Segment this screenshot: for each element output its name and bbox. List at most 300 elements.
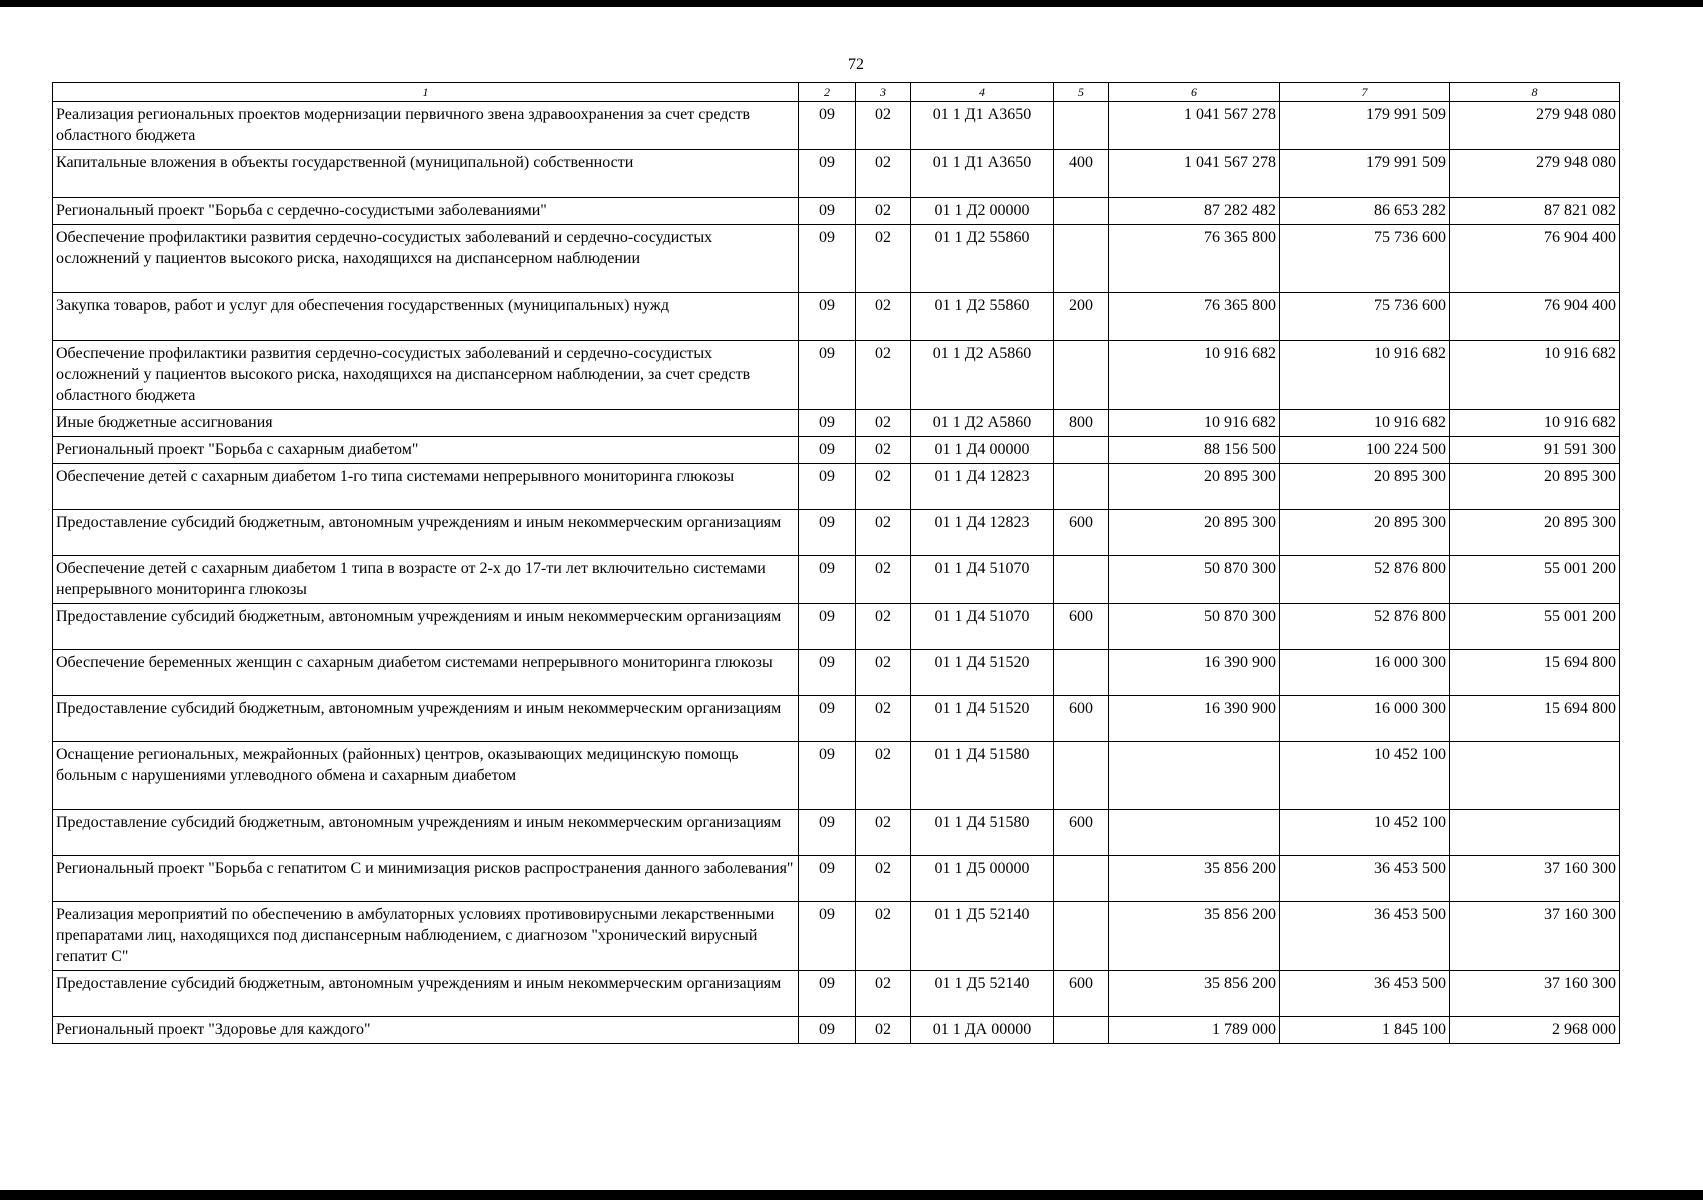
amount-col7-cell-text: 16 000 300 — [1374, 654, 1446, 671]
target-article-cell-text: 01 1 Д4 00000 — [934, 441, 1030, 458]
amount-col7-cell — [1280, 650, 1450, 696]
amount-col6-cell — [1109, 742, 1280, 810]
amount-col8-cell-text: 55 001 200 — [1544, 560, 1616, 577]
row-name-cell-text: Реализация мероприятий по обеспечению в амбулаторных условиях противовирусными лекарственными препаратами лиц, находящихся под диспансерным наблюдением, с диагнозом "хронический вирусный гепатит С" — [56, 906, 775, 965]
row-name-cell — [53, 1017, 799, 1044]
subsection-code-cell — [856, 510, 911, 556]
section-code-cell — [799, 1017, 856, 1044]
subsection-code-cell-text: 02 — [875, 441, 891, 458]
amount-col7-cell — [1280, 556, 1450, 604]
subsection-code-cell — [856, 198, 911, 225]
column-header: 4 — [911, 83, 1054, 102]
table-row — [53, 437, 1620, 464]
target-article-cell — [911, 742, 1054, 810]
row-name-cell-text: Региональный проект "Борьба с гепатитом С и минимизация рисков распространения данного заболевания" — [56, 860, 794, 877]
amount-col7-cell — [1280, 810, 1450, 856]
subsection-code-cell-text: 02 — [875, 345, 891, 362]
subsection-code-cell-text: 02 — [875, 202, 891, 219]
table-row — [53, 341, 1620, 410]
row-name-cell — [53, 225, 799, 293]
amount-col8-cell-text: 87 821 082 — [1544, 202, 1616, 219]
row-name-cell-text: Закупка товаров, работ и услуг для обеспечения государственных (муниципальных) нужд — [56, 297, 669, 314]
subsection-code-cell-text: 02 — [875, 297, 891, 314]
subsection-code-cell-text: 02 — [875, 906, 891, 923]
subsection-code-cell-text: 02 — [875, 746, 891, 763]
target-article-cell-text: 01 1 ДА 00000 — [932, 1021, 1032, 1038]
row-name-cell-text: Обеспечение профилактики развития сердечно-сосудистых заболеваний и сердечно-сосудистых осложнений у пациентов высокого риска, находящихся на диспансерном наблюдении, за счет средств областного бюджета — [56, 345, 751, 404]
subsection-code-cell — [856, 650, 911, 696]
table-row — [53, 464, 1620, 510]
column-header: 6 — [1109, 83, 1280, 102]
table-row — [53, 225, 1620, 293]
target-article-cell-text: 01 1 Д4 51580 — [934, 814, 1030, 831]
target-article-cell — [911, 150, 1054, 198]
target-article-cell — [911, 198, 1054, 225]
amount-col8-cell — [1450, 971, 1620, 1017]
section-code-cell-text: 09 — [819, 441, 835, 458]
row-name-cell — [53, 696, 799, 742]
target-article-cell — [911, 410, 1054, 437]
subsection-code-cell — [856, 742, 911, 810]
amount-col6-cell-text: 50 870 300 — [1204, 560, 1276, 577]
expense-type-cell — [1054, 856, 1109, 902]
section-code-cell-text: 09 — [819, 468, 835, 485]
section-code-cell-text: 09 — [819, 154, 835, 171]
subsection-code-cell-text: 02 — [875, 154, 891, 171]
amount-col6-cell-text: 35 856 200 — [1204, 906, 1276, 923]
row-name-cell — [53, 556, 799, 604]
amount-col7-cell-text: 1 845 100 — [1382, 1021, 1446, 1038]
subsection-code-cell — [856, 102, 911, 150]
amount-col6-cell-text: 1 789 000 — [1212, 1021, 1276, 1038]
table-row — [53, 556, 1620, 604]
amount-col8-cell-text: 10 916 682 — [1544, 345, 1616, 362]
amount-col6-cell-text: 16 390 900 — [1204, 700, 1276, 717]
subsection-code-cell — [856, 810, 911, 856]
amount-col7-cell-text: 179 991 509 — [1366, 154, 1446, 171]
row-name-cell-text: Предоставление субсидий бюджетным, автономным учреждениям и иным некоммерческим организациям — [56, 975, 782, 992]
target-article-cell-text: 01 1 Д5 52140 — [934, 975, 1030, 992]
amount-col8-cell — [1450, 464, 1620, 510]
section-code-cell — [799, 971, 856, 1017]
target-article-cell — [911, 604, 1054, 650]
amount-col7-cell-text: 20 895 300 — [1374, 468, 1446, 485]
row-name-cell-text: Обеспечение детей с сахарным диабетом 1-го типа системами непрерывного мониторинга глюкозы — [56, 468, 735, 485]
amount-col6-cell-text: 35 856 200 — [1204, 860, 1276, 877]
target-article-cell — [911, 810, 1054, 856]
expense-type-cell — [1054, 742, 1109, 810]
amount-col6-cell — [1109, 971, 1280, 1017]
amount-col8-cell-text: 20 895 300 — [1544, 514, 1616, 531]
table-row — [53, 198, 1620, 225]
amount-col7-cell — [1280, 971, 1450, 1017]
amount-col7-cell — [1280, 604, 1450, 650]
expense-type-cell — [1054, 225, 1109, 293]
amount-col8-cell-text: 15 694 800 — [1544, 654, 1616, 671]
expense-type-cell — [1054, 604, 1109, 650]
amount-col7-cell — [1280, 742, 1450, 810]
subsection-code-cell — [856, 437, 911, 464]
section-code-cell-text: 09 — [819, 202, 835, 219]
table-row — [53, 604, 1620, 650]
subsection-code-cell-text: 02 — [875, 106, 891, 123]
row-name-cell — [53, 198, 799, 225]
target-article-cell-text: 01 1 Д4 51520 — [934, 700, 1030, 717]
amount-col6-cell-text: 76 365 800 — [1204, 297, 1276, 314]
amount-col6-cell — [1109, 437, 1280, 464]
subsection-code-cell-text: 02 — [875, 514, 891, 531]
subsection-code-cell — [856, 410, 911, 437]
table-row — [53, 902, 1620, 971]
expense-type-cell — [1054, 1017, 1109, 1044]
expense-type-cell-text: 600 — [1069, 975, 1093, 992]
amount-col6-cell — [1109, 410, 1280, 437]
section-code-cell-text: 09 — [819, 514, 835, 531]
scan-top-edge — [0, 0, 1703, 7]
section-code-cell — [799, 437, 856, 464]
amount-col8-cell — [1450, 225, 1620, 293]
amount-col6-cell — [1109, 902, 1280, 971]
amount-col7-cell — [1280, 410, 1450, 437]
expense-type-cell — [1054, 198, 1109, 225]
subsection-code-cell-text: 02 — [875, 654, 891, 671]
amount-col8-cell — [1450, 902, 1620, 971]
section-code-cell-text: 09 — [819, 746, 835, 763]
amount-col7-cell-text: 10 916 682 — [1374, 414, 1446, 431]
subsection-code-cell — [856, 971, 911, 1017]
amount-col8-cell-text: 37 160 300 — [1544, 906, 1616, 923]
amount-col6-cell-text: 88 156 500 — [1204, 441, 1276, 458]
target-article-cell-text: 01 1 Д5 52140 — [934, 906, 1030, 923]
target-article-cell — [911, 556, 1054, 604]
amount-col8-cell-text: 20 895 300 — [1544, 468, 1616, 485]
subsection-code-cell-text: 02 — [875, 468, 891, 485]
row-name-cell — [53, 464, 799, 510]
target-article-cell — [911, 225, 1054, 293]
subsection-code-cell-text: 02 — [875, 414, 891, 431]
row-name-cell-text: Региональный проект "Здоровье для каждого" — [56, 1021, 371, 1038]
row-name-cell — [53, 604, 799, 650]
column-header: 2 — [799, 83, 856, 102]
subsection-code-cell-text: 02 — [875, 700, 891, 717]
expense-type-cell — [1054, 102, 1109, 150]
expense-type-cell-text: 800 — [1069, 414, 1093, 431]
column-header: 3 — [856, 83, 911, 102]
expense-type-cell-text: 600 — [1069, 514, 1093, 531]
expense-type-cell — [1054, 464, 1109, 510]
row-name-cell-text: Обеспечение беременных женщин с сахарным диабетом системами непрерывного мониторинга глюкозы — [56, 654, 773, 671]
section-code-cell-text: 09 — [819, 345, 835, 362]
amount-col6-cell — [1109, 102, 1280, 150]
section-code-cell — [799, 102, 856, 150]
amount-col8-cell — [1450, 437, 1620, 464]
amount-col6-cell — [1109, 198, 1280, 225]
expense-type-cell-text: 200 — [1069, 297, 1093, 314]
amount-col8-cell — [1450, 102, 1620, 150]
subsection-code-cell-text: 02 — [875, 814, 891, 831]
target-article-cell — [911, 437, 1054, 464]
subsection-code-cell — [856, 604, 911, 650]
amount-col8-cell — [1450, 510, 1620, 556]
target-article-cell-text: 01 1 Д2 А5860 — [932, 414, 1032, 431]
section-code-cell — [799, 650, 856, 696]
amount-col8-cell — [1450, 650, 1620, 696]
amount-col6-cell — [1109, 604, 1280, 650]
column-header: 1 — [53, 83, 799, 102]
target-article-cell — [911, 856, 1054, 902]
target-article-cell — [911, 102, 1054, 150]
amount-col8-cell-text: 55 001 200 — [1544, 608, 1616, 625]
target-article-cell-text: 01 1 Д2 А5860 — [932, 345, 1032, 362]
target-article-cell — [911, 650, 1054, 696]
amount-col7-cell — [1280, 437, 1450, 464]
row-name-cell-text: Капитальные вложения в объекты государственной (муниципальной) собственности — [56, 154, 634, 171]
amount-col7-cell — [1280, 510, 1450, 556]
amount-col7-cell — [1280, 341, 1450, 410]
amount-col6-cell-text: 76 365 800 — [1204, 229, 1276, 246]
amount-col6-cell-text: 20 895 300 — [1204, 468, 1276, 485]
target-article-cell-text: 01 1 Д4 12823 — [934, 514, 1030, 531]
target-article-cell — [911, 510, 1054, 556]
row-name-cell-text: Предоставление субсидий бюджетным, автономным учреждениям и иным некоммерческим организациям — [56, 514, 782, 531]
row-name-cell-text: Предоставление субсидий бюджетным, автономным учреждениям и иным некоммерческим организациям — [56, 608, 782, 625]
amount-col7-cell — [1280, 902, 1450, 971]
amount-col7-cell-text: 75 736 600 — [1374, 229, 1446, 246]
amount-col6-cell — [1109, 696, 1280, 742]
expense-type-cell — [1054, 902, 1109, 971]
target-article-cell-text: 01 1 Д4 12823 — [934, 468, 1030, 485]
row-name-cell-text: Региональный проект "Борьба с сердечно-сосудистыми заболеваниями" — [56, 202, 547, 219]
section-code-cell-text: 09 — [819, 1021, 835, 1038]
amount-col7-cell — [1280, 696, 1450, 742]
amount-col7-cell-text: 52 876 800 — [1374, 608, 1446, 625]
amount-col7-cell — [1280, 102, 1450, 150]
amount-col7-cell — [1280, 225, 1450, 293]
section-code-cell — [799, 410, 856, 437]
subsection-code-cell-text: 02 — [875, 560, 891, 577]
section-code-cell — [799, 556, 856, 604]
amount-col8-cell — [1450, 742, 1620, 810]
row-name-cell — [53, 510, 799, 556]
section-code-cell-text: 09 — [819, 608, 835, 625]
amount-col6-cell-text: 1 041 567 278 — [1184, 154, 1276, 171]
amount-col6-cell — [1109, 150, 1280, 198]
target-article-cell-text: 01 1 Д2 55860 — [934, 297, 1030, 314]
expense-type-cell — [1054, 810, 1109, 856]
amount-col6-cell — [1109, 556, 1280, 604]
target-article-cell-text: 01 1 Д2 00000 — [934, 202, 1030, 219]
target-article-cell — [911, 696, 1054, 742]
amount-col8-cell — [1450, 1017, 1620, 1044]
budget-table — [52, 82, 1620, 1044]
amount-col8-cell-text: 279 948 080 — [1536, 154, 1616, 171]
table-row — [53, 1017, 1620, 1044]
section-code-cell — [799, 696, 856, 742]
expense-type-cell — [1054, 971, 1109, 1017]
table-row — [53, 293, 1620, 341]
amount-col8-cell-text: 37 160 300 — [1544, 975, 1616, 992]
amount-col7-cell-text: 20 895 300 — [1374, 514, 1446, 531]
amount-col6-cell — [1109, 810, 1280, 856]
section-code-cell — [799, 902, 856, 971]
expense-type-cell — [1054, 341, 1109, 410]
amount-col7-cell — [1280, 464, 1450, 510]
row-name-cell — [53, 410, 799, 437]
row-name-cell — [53, 341, 799, 410]
column-header: 5 — [1054, 83, 1109, 102]
expense-type-cell — [1054, 556, 1109, 604]
amount-col8-cell — [1450, 198, 1620, 225]
row-name-cell — [53, 971, 799, 1017]
amount-col6-cell-text: 87 282 482 — [1204, 202, 1276, 219]
expense-type-cell-text: 600 — [1069, 608, 1093, 625]
table-row — [53, 742, 1620, 810]
row-name-cell-text: Иные бюджетные ассигнования — [56, 414, 273, 431]
amount-col7-cell — [1280, 293, 1450, 341]
subsection-code-cell — [856, 1017, 911, 1044]
amount-col6-cell — [1109, 856, 1280, 902]
subsection-code-cell — [856, 556, 911, 604]
expense-type-cell — [1054, 410, 1109, 437]
section-code-cell-text: 09 — [819, 814, 835, 831]
amount-col8-cell — [1450, 856, 1620, 902]
target-article-cell-text: 01 1 Д1 А3650 — [932, 154, 1032, 171]
amount-col7-cell-text: 52 876 800 — [1374, 560, 1446, 577]
section-code-cell-text: 09 — [819, 906, 835, 923]
row-name-cell-text: Региональный проект "Борьба с сахарным диабетом" — [56, 441, 419, 458]
subsection-code-cell — [856, 293, 911, 341]
subsection-code-cell — [856, 225, 911, 293]
section-code-cell — [799, 150, 856, 198]
subsection-code-cell — [856, 696, 911, 742]
amount-col7-cell — [1280, 1017, 1450, 1044]
section-code-cell — [799, 510, 856, 556]
amount-col6-cell — [1109, 341, 1280, 410]
amount-col8-cell — [1450, 410, 1620, 437]
amount-col7-cell-text: 16 000 300 — [1374, 700, 1446, 717]
subsection-code-cell — [856, 341, 911, 410]
amount-col7-cell — [1280, 856, 1450, 902]
amount-col6-cell-text: 1 041 567 278 — [1184, 106, 1276, 123]
subsection-code-cell-text: 02 — [875, 608, 891, 625]
amount-col8-cell — [1450, 556, 1620, 604]
row-name-cell — [53, 856, 799, 902]
section-code-cell-text: 09 — [819, 700, 835, 717]
amount-col6-cell — [1109, 293, 1280, 341]
amount-col8-cell — [1450, 604, 1620, 650]
amount-col7-cell-text: 86 653 282 — [1374, 202, 1446, 219]
amount-col8-cell-text: 15 694 800 — [1544, 700, 1616, 717]
subsection-code-cell-text: 02 — [875, 229, 891, 246]
target-article-cell-text: 01 1 Д4 51580 — [934, 746, 1030, 763]
amount-col6-cell — [1109, 510, 1280, 556]
row-name-cell — [53, 437, 799, 464]
section-code-cell — [799, 856, 856, 902]
table-row — [53, 971, 1620, 1017]
section-code-cell-text: 09 — [819, 975, 835, 992]
row-name-cell — [53, 742, 799, 810]
expense-type-cell-text: 400 — [1069, 154, 1093, 171]
amount-col6-cell-text: 10 916 682 — [1204, 345, 1276, 362]
amount-col6-cell-text: 20 895 300 — [1204, 514, 1276, 531]
table-row — [53, 150, 1620, 198]
amount-col7-cell-text: 10 452 100 — [1374, 746, 1446, 763]
amount-col7-cell — [1280, 150, 1450, 198]
amount-col8-cell — [1450, 150, 1620, 198]
amount-col8-cell-text: 76 904 400 — [1544, 297, 1616, 314]
expense-type-cell — [1054, 150, 1109, 198]
scan-bottom-edge — [0, 1190, 1703, 1200]
table-row — [53, 102, 1620, 150]
target-article-cell-text: 01 1 Д1 А3650 — [932, 106, 1032, 123]
expense-type-cell — [1054, 437, 1109, 464]
amount-col6-cell-text: 16 390 900 — [1204, 654, 1276, 671]
target-article-cell — [911, 902, 1054, 971]
row-name-cell — [53, 902, 799, 971]
target-article-cell-text: 01 1 Д4 51070 — [934, 560, 1030, 577]
row-name-cell — [53, 293, 799, 341]
section-code-cell — [799, 810, 856, 856]
amount-col7-cell — [1280, 198, 1450, 225]
amount-col6-cell — [1109, 650, 1280, 696]
target-article-cell — [911, 1017, 1054, 1044]
section-code-cell-text: 09 — [819, 560, 835, 577]
row-name-cell — [53, 810, 799, 856]
amount-col8-cell-text: 2 968 000 — [1552, 1021, 1616, 1038]
amount-col6-cell-text: 10 916 682 — [1204, 414, 1276, 431]
table-row — [53, 810, 1620, 856]
amount-col6-cell — [1109, 225, 1280, 293]
subsection-code-cell — [856, 464, 911, 510]
row-name-cell — [53, 150, 799, 198]
amount-col8-cell-text: 10 916 682 — [1544, 414, 1616, 431]
subsection-code-cell-text: 02 — [875, 1021, 891, 1038]
section-code-cell-text: 09 — [819, 860, 835, 877]
target-article-cell — [911, 464, 1054, 510]
amount-col8-cell-text: 279 948 080 — [1536, 106, 1616, 123]
expense-type-cell — [1054, 510, 1109, 556]
expense-type-cell — [1054, 650, 1109, 696]
target-article-cell — [911, 293, 1054, 341]
section-code-cell — [799, 293, 856, 341]
section-code-cell — [799, 225, 856, 293]
column-header: 7 — [1280, 83, 1450, 102]
row-name-cell — [53, 650, 799, 696]
target-article-cell-text: 01 1 Д4 51520 — [934, 654, 1030, 671]
expense-type-cell-text: 600 — [1069, 700, 1093, 717]
subsection-code-cell — [856, 902, 911, 971]
subsection-code-cell-text: 02 — [875, 975, 891, 992]
amount-col7-cell-text: 75 736 600 — [1374, 297, 1446, 314]
amount-col6-cell — [1109, 1017, 1280, 1044]
amount-col8-cell — [1450, 696, 1620, 742]
amount-col8-cell — [1450, 341, 1620, 410]
amount-col8-cell — [1450, 810, 1620, 856]
target-article-cell — [911, 341, 1054, 410]
row-name-cell-text: Обеспечение детей с сахарным диабетом 1 типа в возрасте от 2-х до 17-ти лет включительно системами непрерывного мониторинга глюкозы — [56, 560, 766, 598]
table-row — [53, 650, 1620, 696]
table-row — [53, 696, 1620, 742]
section-code-cell-text: 09 — [819, 229, 835, 246]
section-code-cell-text: 09 — [819, 106, 835, 123]
amount-col7-cell-text: 100 224 500 — [1366, 441, 1446, 458]
table-row — [53, 410, 1620, 437]
row-name-cell-text: Оснащение региональных, межрайонных (районных) центров, оказывающих медицинскую помощь больным с нарушениями углеводного обмена и сахарным диабетом — [56, 746, 739, 784]
target-article-cell-text: 01 1 Д2 55860 — [934, 229, 1030, 246]
target-article-cell-text: 01 1 Д5 00000 — [934, 860, 1030, 877]
row-name-cell-text: Обеспечение профилактики развития сердечно-сосудистых заболеваний и сердечно-сосудистых осложнений у пациентов высокого риска, находящихся на диспансерном наблюдении — [56, 229, 713, 267]
section-code-cell — [799, 341, 856, 410]
